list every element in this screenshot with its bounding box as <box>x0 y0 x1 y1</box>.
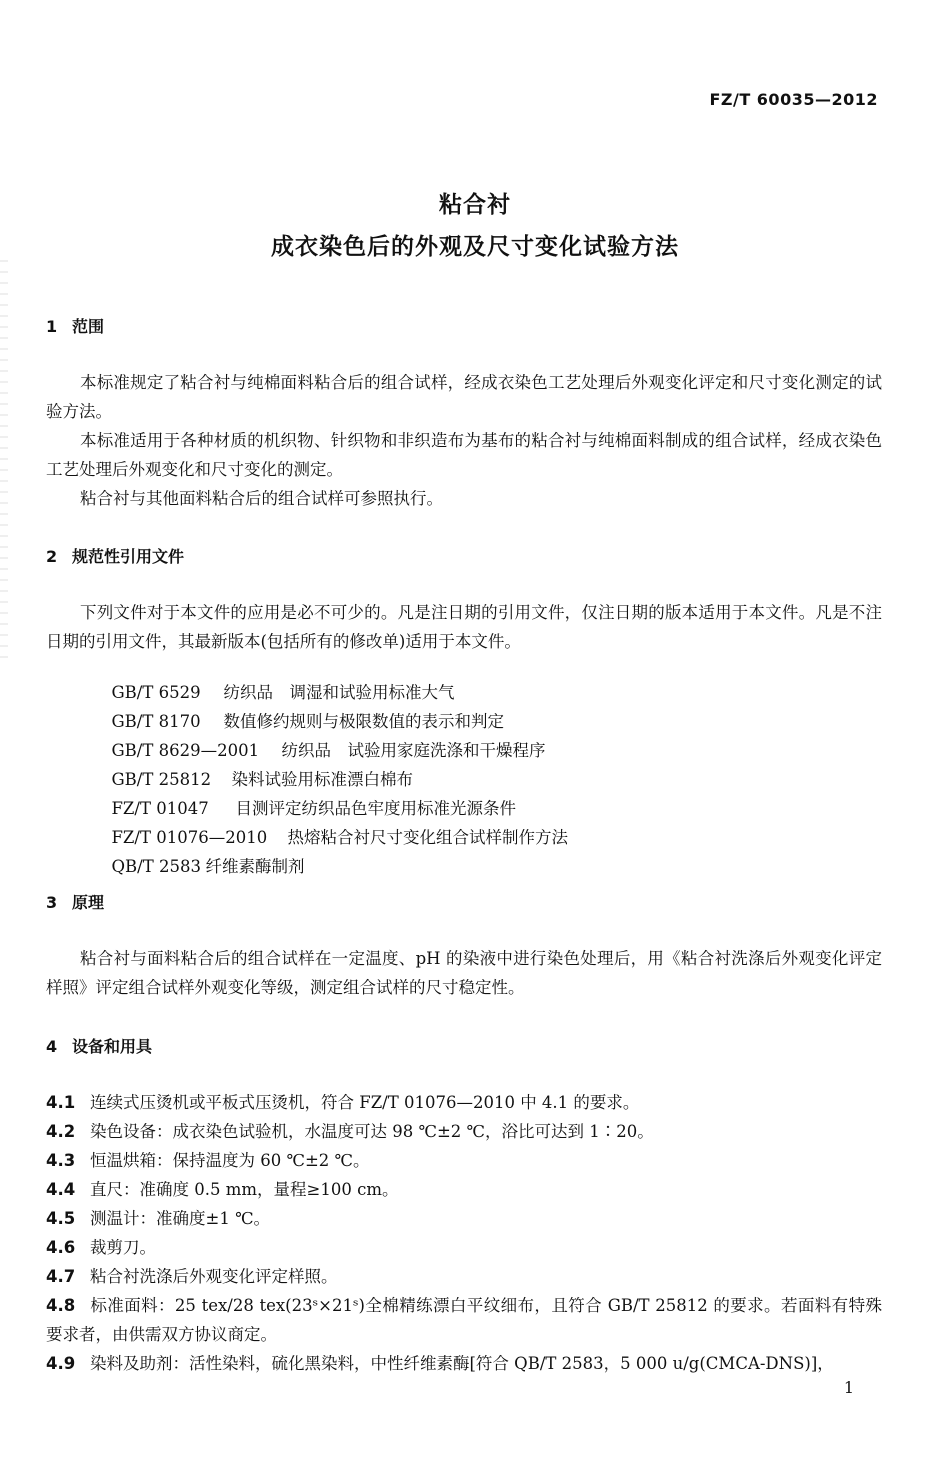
reference-item: GB/T 8170 数值修约规则与极限数值的表示和判定 <box>111 712 504 731</box>
scan-edge-noise <box>0 260 8 660</box>
list-item: 4.2 染色设备：成衣染色试验机，水温度可达 98 ℃±2 ℃，浴比可达到 1∶20。 <box>46 1122 654 1141</box>
page-number: 1 <box>843 1378 854 1397</box>
reference-item: FZ/T 01076—2010 热熔粘合衬尺寸变化组合试样制作方法 <box>111 828 568 847</box>
document-title-line2: 成衣染色后的外观及尺寸变化试验方法 <box>271 234 679 260</box>
paragraph: 下列文件对于本文件的应用是必不可少的。凡是注日期的引用文件，仅注日期的版本适用于本文件。凡是不注日期的引用文件，其最新版本(包括所有的修改单)适用于本文件。 <box>46 603 882 651</box>
reference-item: GB/T 8629—2001 纺织品 试验用家庭洗涤和干燥程序 <box>111 741 546 760</box>
section-heading-4: 4 设备和用具 <box>46 1037 153 1056</box>
list-item: 4.6 裁剪刀。 <box>46 1238 156 1257</box>
list-item: 4.1 连续式压烫机或平板式压烫机，符合 FZ/T 01076—2010 中 4.1 的要求。 <box>46 1093 640 1112</box>
standard-code: FZ/T 60035—2012 <box>709 90 878 109</box>
section-heading-1: 1 范围 <box>46 317 105 336</box>
paragraph: 本标准规定了粘合衬与纯棉面料粘合后的组合试样，经成衣染色工艺处理后外观变化评定和尺寸变化测定的试验方法。 <box>46 373 882 421</box>
paragraph: 粘合衬与其他面料粘合后的组合试样可参照执行。 <box>80 489 443 508</box>
list-item: 4.7 粘合衬洗涤后外观变化评定样照。 <box>46 1267 338 1286</box>
reference-item: GB/T 25812 染料试验用标准漂白棉布 <box>111 770 413 789</box>
paragraph: 本标准适用于各种材质的机织物、针织物和非织造布为基布的粘合衬与纯棉面料制成的组合试样，经成衣染色工艺处理后外观变化和尺寸变化的测定。 <box>46 431 882 479</box>
document-title-line1: 粘合衬 <box>439 192 511 218</box>
paragraph: 粘合衬与面料粘合后的组合试样在一定温度、pH 的染液中进行染色处理后，用《粘合衬洗涤后外观变化评定样照》评定组合试样外观变化等级，测定组合试样的尺寸稳定性。 <box>46 949 882 997</box>
reference-item: FZ/T 01047 目测评定纺织品色牢度用标准光源条件 <box>111 799 516 818</box>
list-item: 4.5 测温计：准确度±1 ℃。 <box>46 1209 271 1228</box>
list-item: 4.8 标准面料：25 tex/28 tex(23ˢ×21ˢ)全棉精练漂白平纹细布，且符合 GB/T 25812 的要求。若面料有特殊要求者，由供需双方协议商定。 <box>46 1296 882 1344</box>
reference-item: GB/T 6529 纺织品 调湿和试验用标准大气 <box>111 683 455 702</box>
reference-item: QB/T 2583 纤维素酶制剂 <box>111 857 305 876</box>
list-item: 4.3 恒温烘箱：保持温度为 60 ℃±2 ℃。 <box>46 1151 370 1170</box>
section-heading-3: 3 原理 <box>46 893 105 912</box>
section-heading-2: 2 规范性引用文件 <box>46 547 185 566</box>
list-item: 4.9 染料及助剂：活性染料，硫化黑染料，中性纤维素酶[符合 QB/T 2583，5 000 u/g(CMCA-DNS)]， <box>46 1354 834 1373</box>
list-item: 4.4 直尺：准确度 0.5 mm，量程≥100 cm。 <box>46 1180 399 1199</box>
